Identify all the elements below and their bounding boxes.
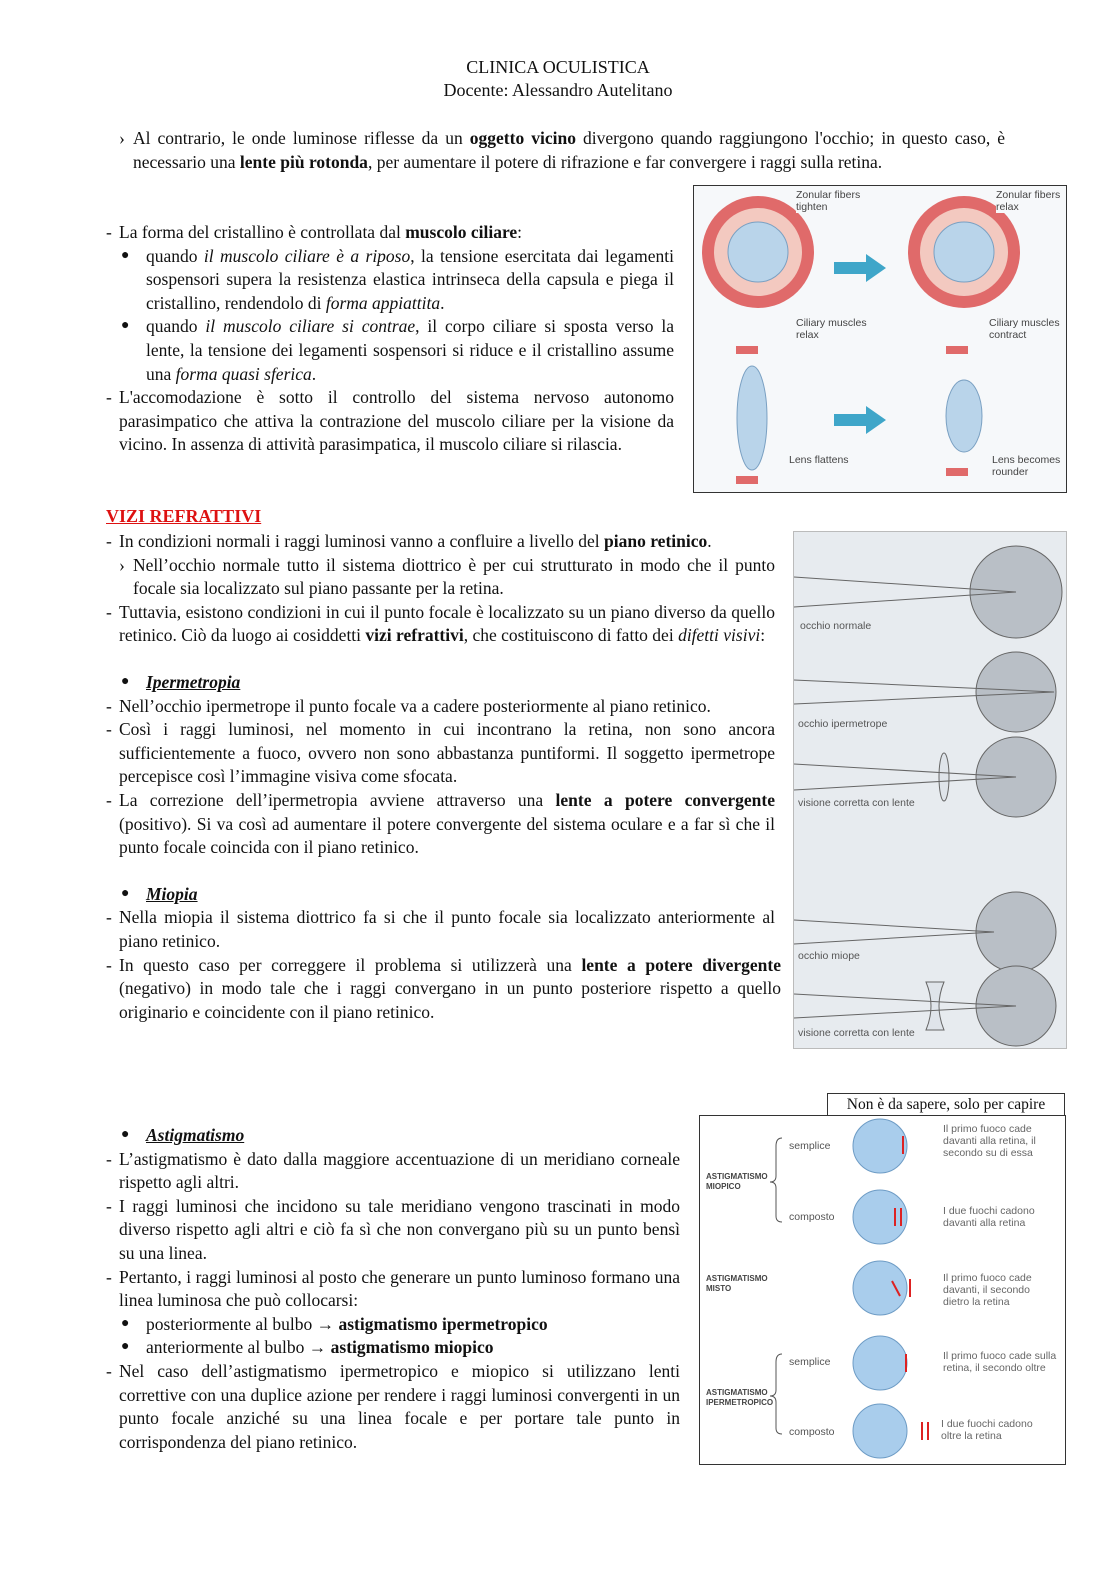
list-item: ● posteriormente al bulbo → astigmatismo ipermetropico bbox=[121, 1313, 548, 1334]
eye-1 bbox=[853, 1119, 907, 1173]
desc-1: Il primo fuoco cade davanti alla retina, il secondo su di essa bbox=[943, 1123, 1036, 1159]
cristallino-section bbox=[106, 221, 674, 457]
label-corretta-miope: visione corretta con lente bbox=[798, 1027, 915, 1039]
refraction-figure bbox=[793, 531, 1067, 1049]
label-occhio-ipermetrope: occhio ipermetrope bbox=[798, 718, 888, 730]
page-title: CLINICA OCULISTICA bbox=[466, 57, 650, 77]
muscle-top-right bbox=[946, 346, 968, 354]
lens-right bbox=[934, 222, 994, 282]
list-item: ● quando il muscolo ciliare si contrae, il corpo ciliare si sposta verso la lente, la tensione dei legamenti sospensori si riduce e il cristallino assume una forma quasi sferica. bbox=[121, 316, 674, 384]
label-zonular-relax: Zonular fibers relax bbox=[996, 189, 1061, 213]
muscle-top-left bbox=[736, 346, 758, 354]
desc-3: Il primo fuoco cade davanti, il secondo dietro la retina bbox=[943, 1272, 1032, 1308]
astigmatismo-heading: ● Astigmatismo bbox=[121, 1125, 245, 1145]
ipermetropia-heading: ● Ipermetropia bbox=[121, 671, 241, 692]
teacher-line: Docente: Alessandro Autelitano bbox=[443, 80, 673, 100]
eye-4 bbox=[853, 1336, 907, 1390]
label-lens-rounder: Lens becomes rounder bbox=[992, 454, 1061, 478]
group-misto: ASTIGMATISMO MISTO bbox=[706, 1274, 768, 1293]
desc-4: Il primo fuoco cade sulla retina, il secondo oltre bbox=[943, 1350, 1057, 1374]
label-composto-2: composto bbox=[789, 1426, 835, 1438]
group-miopico: ASTIGMATISMO MIOPICO bbox=[706, 1172, 768, 1191]
label-occhio-normale: occhio normale bbox=[800, 620, 872, 632]
eye-5 bbox=[853, 1404, 907, 1458]
label-occhio-miope: occhio miope bbox=[798, 950, 860, 962]
arrow-right-icon bbox=[834, 254, 886, 282]
vizi-section: - In condizioni normali i raggi luminosi vanno a confluire a livello del piano retinico. › Nell’occhio normale tutto il sistema diottrico è per cui strutturato in modo che il punto focale sia localizzato sul piano passante per la retina. - Tuttavia, esistono condizioni in cui il punto focale è localizzato su un piano diverso da quello retinico. Ciò da luogo ai cosiddetti vizi refrattivi, che costituiscono di fatto dei difetti visivi: ● Ipermetropia - Nell’occhio ipermetrope il punto focale va a cadere posteriormente al piano retinico. - Così i raggi luminosi, nel momento in cui incontrano la retina, non sono ancora sufficientemente a fuoco, ovvero non sono abbastanza puntiformi. Il soggetto ipermetrope percepisce così l’immagine visiva come sfocata. - La correzione dell’ipermetropia avviene attraverso una lente a potere convergente (positivo). Si va così ad aumentare il potere convergente del sistema oculare e a far sì che il punto focale coincida con il piano retinico. ● Miopia - Nella miopia il sistema diottrico fa si che il punto focale sia localizzato anteriormente al piano retinico. - In questo caso per correggere il problema si utilizzerà una lente a potere divergente (negativo) in modo tale che i raggi convergano in un punto posteriore rispetto a quello originario e coincidente con il piano retinico. bbox=[106, 531, 781, 1022]
round-lens bbox=[946, 380, 982, 452]
eye-2 bbox=[853, 1190, 907, 1244]
refraction-diagram bbox=[794, 532, 1066, 1048]
desc-2: I due fuochi cadono davanti alla retina bbox=[943, 1205, 1035, 1229]
arrow-marker: › bbox=[119, 128, 125, 148]
astigmatismo-section: ● Astigmatismo - L’astigmatismo è dato dalla maggiore accentuazione di un meridiano corneale rispetto agli altri. - I raggi luminosi che incidono su tale meridiano vengono trascinati in modo diverso rispetto agli altri e ciò fa sì che non convergano più su un punto bensì su una linea. - Pertanto, i raggi luminosi al posto che generare un punto luminoso formano una linea luminosa che può collocarsi: ● posteriormente al bulbo → astigmatismo ipermetropico ● anteriormente al bulbo → astigmatismo miopico - Nel caso dell’astigmatismo ipermetropico e miopico si utilizzano lenti correttive con una duplice azione per rendere i raggi luminosi convergenti in un punto focale anziché su una linea focale e per portare tale punto in corrispondenza del piano retinico. bbox=[106, 1125, 680, 1452]
intro-paragraph: › Al contrario, le onde luminose riflesse da un oggetto vicino divergono quando raggiungono l'occhio; in questo caso, è necessario una lente più rotonda, per aumentare il potere di rifrazione e far convergere i raggi sulla retina. bbox=[119, 128, 1005, 172]
list-item: ● quando il muscolo ciliare è a riposo, la tensione esercitata dai legamenti sospensori supera la resistenza elastica intrinseca della capsula e piega il cristallino, rendendolo di forma appiattita. bbox=[121, 245, 674, 313]
diverging-lens bbox=[926, 982, 944, 1030]
list-item: ● anteriormente al bulbo → astigmatismo miopico bbox=[121, 1337, 494, 1358]
label-corretta-iper: visione corretta con lente bbox=[798, 797, 915, 809]
desc-5: I due fuochi cadono oltre la retina bbox=[941, 1418, 1033, 1442]
lens-left bbox=[728, 222, 788, 282]
astigmatism-figure bbox=[699, 1115, 1066, 1465]
label-ciliary-contract: Ciliary muscles contract bbox=[989, 317, 1060, 341]
brace-1 bbox=[770, 1138, 782, 1222]
converging-lens bbox=[939, 753, 949, 801]
miopia-heading: ● Miopia bbox=[121, 883, 198, 904]
note-box: Non è da sapere, solo per capire bbox=[827, 1093, 1065, 1117]
flat-lens bbox=[737, 366, 767, 470]
section-title-vizi: VIZI REFRATTIVI bbox=[106, 506, 262, 526]
label-ciliary-relax: Ciliary muscles relax bbox=[796, 317, 867, 341]
accomodazione-line: - L'accomodazione è sotto il controllo del sistema nervoso autonomo parasimpatico che attiva la contrazione del muscolo ciliare per la visione da vicino. In assenza di attività parasimpatica, il muscolo ciliare si rilascia. bbox=[106, 387, 674, 455]
muscle-bottom-right bbox=[946, 468, 968, 476]
group-ipermetropico: ASTIGMATISMO IPERMETROPICO bbox=[706, 1388, 774, 1407]
label-semplice-1: semplice bbox=[789, 1140, 831, 1152]
label-composto-1: composto bbox=[789, 1211, 835, 1223]
label-lens-flattens: Lens flattens bbox=[789, 454, 849, 466]
label-semplice-2: semplice bbox=[789, 1356, 831, 1368]
muscle-bottom-left bbox=[736, 476, 758, 484]
accommodation-figure bbox=[693, 185, 1067, 493]
arrow-right-icon bbox=[834, 406, 886, 434]
eye-3 bbox=[853, 1261, 907, 1315]
label-zonular-tighten: Zonular fibers tighten bbox=[796, 189, 861, 213]
cristallino-line: - La forma del cristallino è controllata dal muscolo ciliare: bbox=[106, 222, 523, 242]
page-header bbox=[0, 56, 1116, 102]
